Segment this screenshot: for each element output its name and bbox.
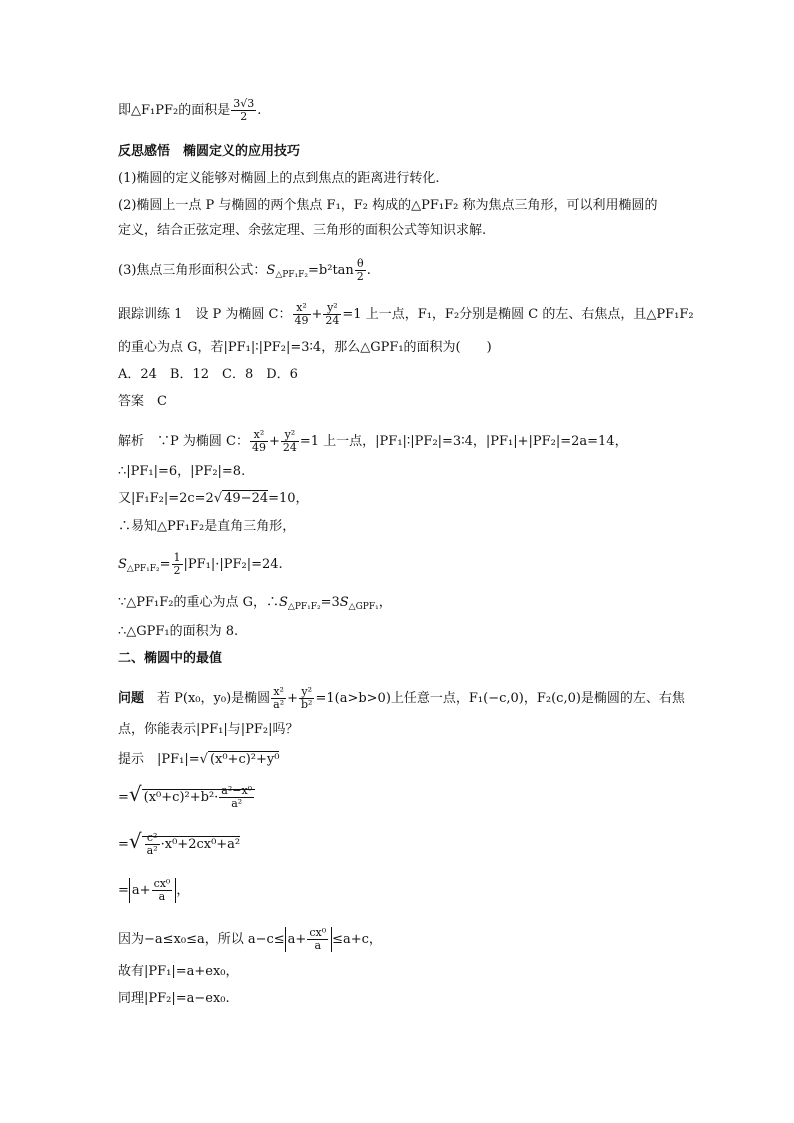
text-line: 又|F₁F₂|=2c=2√ 49−24=10，	[118, 491, 309, 506]
text-line: (1)椭圆的定义能够对椭圆上的点到焦点的距离进行转化.	[118, 171, 440, 186]
formula-line: = a+ $\frac{\text{cx⁰}}{a}$ ，	[118, 877, 190, 903]
text-line: 点，你能表示|PF₁|与|PF₂|吗？	[118, 722, 299, 737]
fraction: $\frac{1}{2}$	[173, 551, 181, 577]
heading-extremum: 二、椭圆中的最值	[118, 651, 223, 666]
line-area-result: 即△F₁PF₂的面积是 $\frac{3√3}{2}$ .	[118, 97, 262, 123]
hint-line: 提示 |PF₁|=√ (x⁰+c)²+y⁰	[118, 752, 280, 767]
formula-line: $S_{\triangle PF_1F_2}=$ $\frac{1}{2}$ |PF₁|·|PF₂|=24.	[118, 551, 283, 577]
absolute-value: a+ $\frac{\text{cx⁰}}{a}$	[285, 927, 332, 952]
text-line: 定义，结合正弦定理、余弦定理、三角形的面积公式等知识求解.	[118, 223, 487, 238]
fraction: $\frac{\text{y²}}{24}$	[282, 428, 297, 454]
heading-reflection: 反思感悟 椭圆定义的应用技巧	[118, 144, 301, 159]
options-line: A．24 B．12 C．8 D．6	[118, 367, 298, 382]
text-line: ∴易知△PF₁F₂是直角三角形，	[118, 519, 296, 534]
fraction: $\frac{\text{y²}}{\text{b²}}$	[301, 685, 313, 711]
analysis-line: 解析 ∵P 为椭圆 C： $\frac{\text{x²}}{49}$ + $\frac{\text{y²}}{24}$ =1 上一点，|PF₁|∶|PF₂|=3∶4，|PF₁|+|PF₂|=2a=14，	[118, 428, 628, 454]
formula-line: =√ (x⁰+c)²+b²· $\frac{\text{a²−x⁰}}{\text{a²}}$	[118, 785, 255, 810]
sqrt-symbol: √	[128, 782, 142, 806]
text-line: ∴|PF₁|=6，|PF₂|=8.	[118, 464, 246, 479]
text-line: 的重心为点 G，若|PF₁|∶|PF₂|=3∶4，那么△GPF₁的面积为( )	[118, 340, 492, 355]
formula-line: ∵△PF₁F₂的重心为点 G，$\therefore S_{\triangle PF_1F_2}=3S_{\triangle GPF_1}$，	[118, 595, 392, 612]
question-line: 问题 若 P(x₀，y₀)是椭圆 $\frac{\text{x²}}{\text{a²}}$ + $\frac{\text{y²}}{\text{b²}}$ =1(a>b>0)上任意一点，F₁(−c,0)，F₂(c,0)是椭圆的左、右焦	[118, 685, 685, 711]
fraction: $\frac{\text{y²}}{24}$	[325, 301, 340, 327]
sqrt-symbol: √	[199, 752, 208, 767]
fraction: $\frac{3√3}{2}$	[233, 97, 255, 123]
sqrt-symbol: √	[128, 829, 142, 853]
fraction: $\frac{\text{cx⁰}}{a}$	[153, 877, 171, 903]
fraction: $\frac{\text{x²}}{\text{a²}}$	[273, 685, 285, 711]
fraction: $\frac{\text{x²}}{49}$	[251, 428, 266, 454]
formula-line: =√ $\frac{\text{c²}}{\text{a²}}$ ·x⁰+2cx⁰+a²	[118, 829, 241, 857]
absolute-value: a+ $\frac{\text{cx⁰}}{a}$	[129, 878, 176, 903]
formula-line: 因为−a≤x₀≤a，所以 a−c≤ a+ $\frac{\text{cx⁰}}{a}$ ≤a+c，	[118, 926, 382, 952]
text-line: 同理|PF₂|=a−ex₀.	[118, 991, 230, 1006]
text-line: (2)椭圆上一点 P 与椭圆的两个焦点 F₁，F₂ 构成的△PF₁F₂ 称为焦点三角形，可以利用椭圆的	[118, 198, 658, 213]
fraction: $\frac{\text{x²}}{49}$	[294, 301, 309, 327]
exercise-line: 跟踪训练 1 设 P 为椭圆 C： $\frac{\text{x²}}{49}$ + $\frac{\text{y²}}{24}$ =1 上一点，F₁，F₂分别是椭圆 C 的左、右焦点，且△PF₁F₂	[118, 301, 694, 327]
sqrt-symbol: √	[213, 491, 223, 506]
fraction: $\frac{\text{cx⁰}}{a}$	[309, 926, 327, 952]
text-line: 故有|PF₁|=a+ex₀，	[118, 964, 239, 979]
fraction: $\frac{\theta}{2}$	[356, 257, 364, 283]
fraction: $\frac{\text{a²−x⁰}}{\text{a²}}$	[221, 784, 253, 810]
fraction: $\frac{\text{c²}}{\text{a²}}$	[146, 831, 158, 857]
formula-line: (3)焦点三角形面积公式：$S_{\triangle PF_1F_2}=b^2\tan$ $\frac{\theta}{2}$ .	[118, 257, 371, 283]
answer-line: 答案 C	[118, 394, 167, 409]
text-line: ∴△GPF₁的面积为 8.	[118, 624, 239, 639]
